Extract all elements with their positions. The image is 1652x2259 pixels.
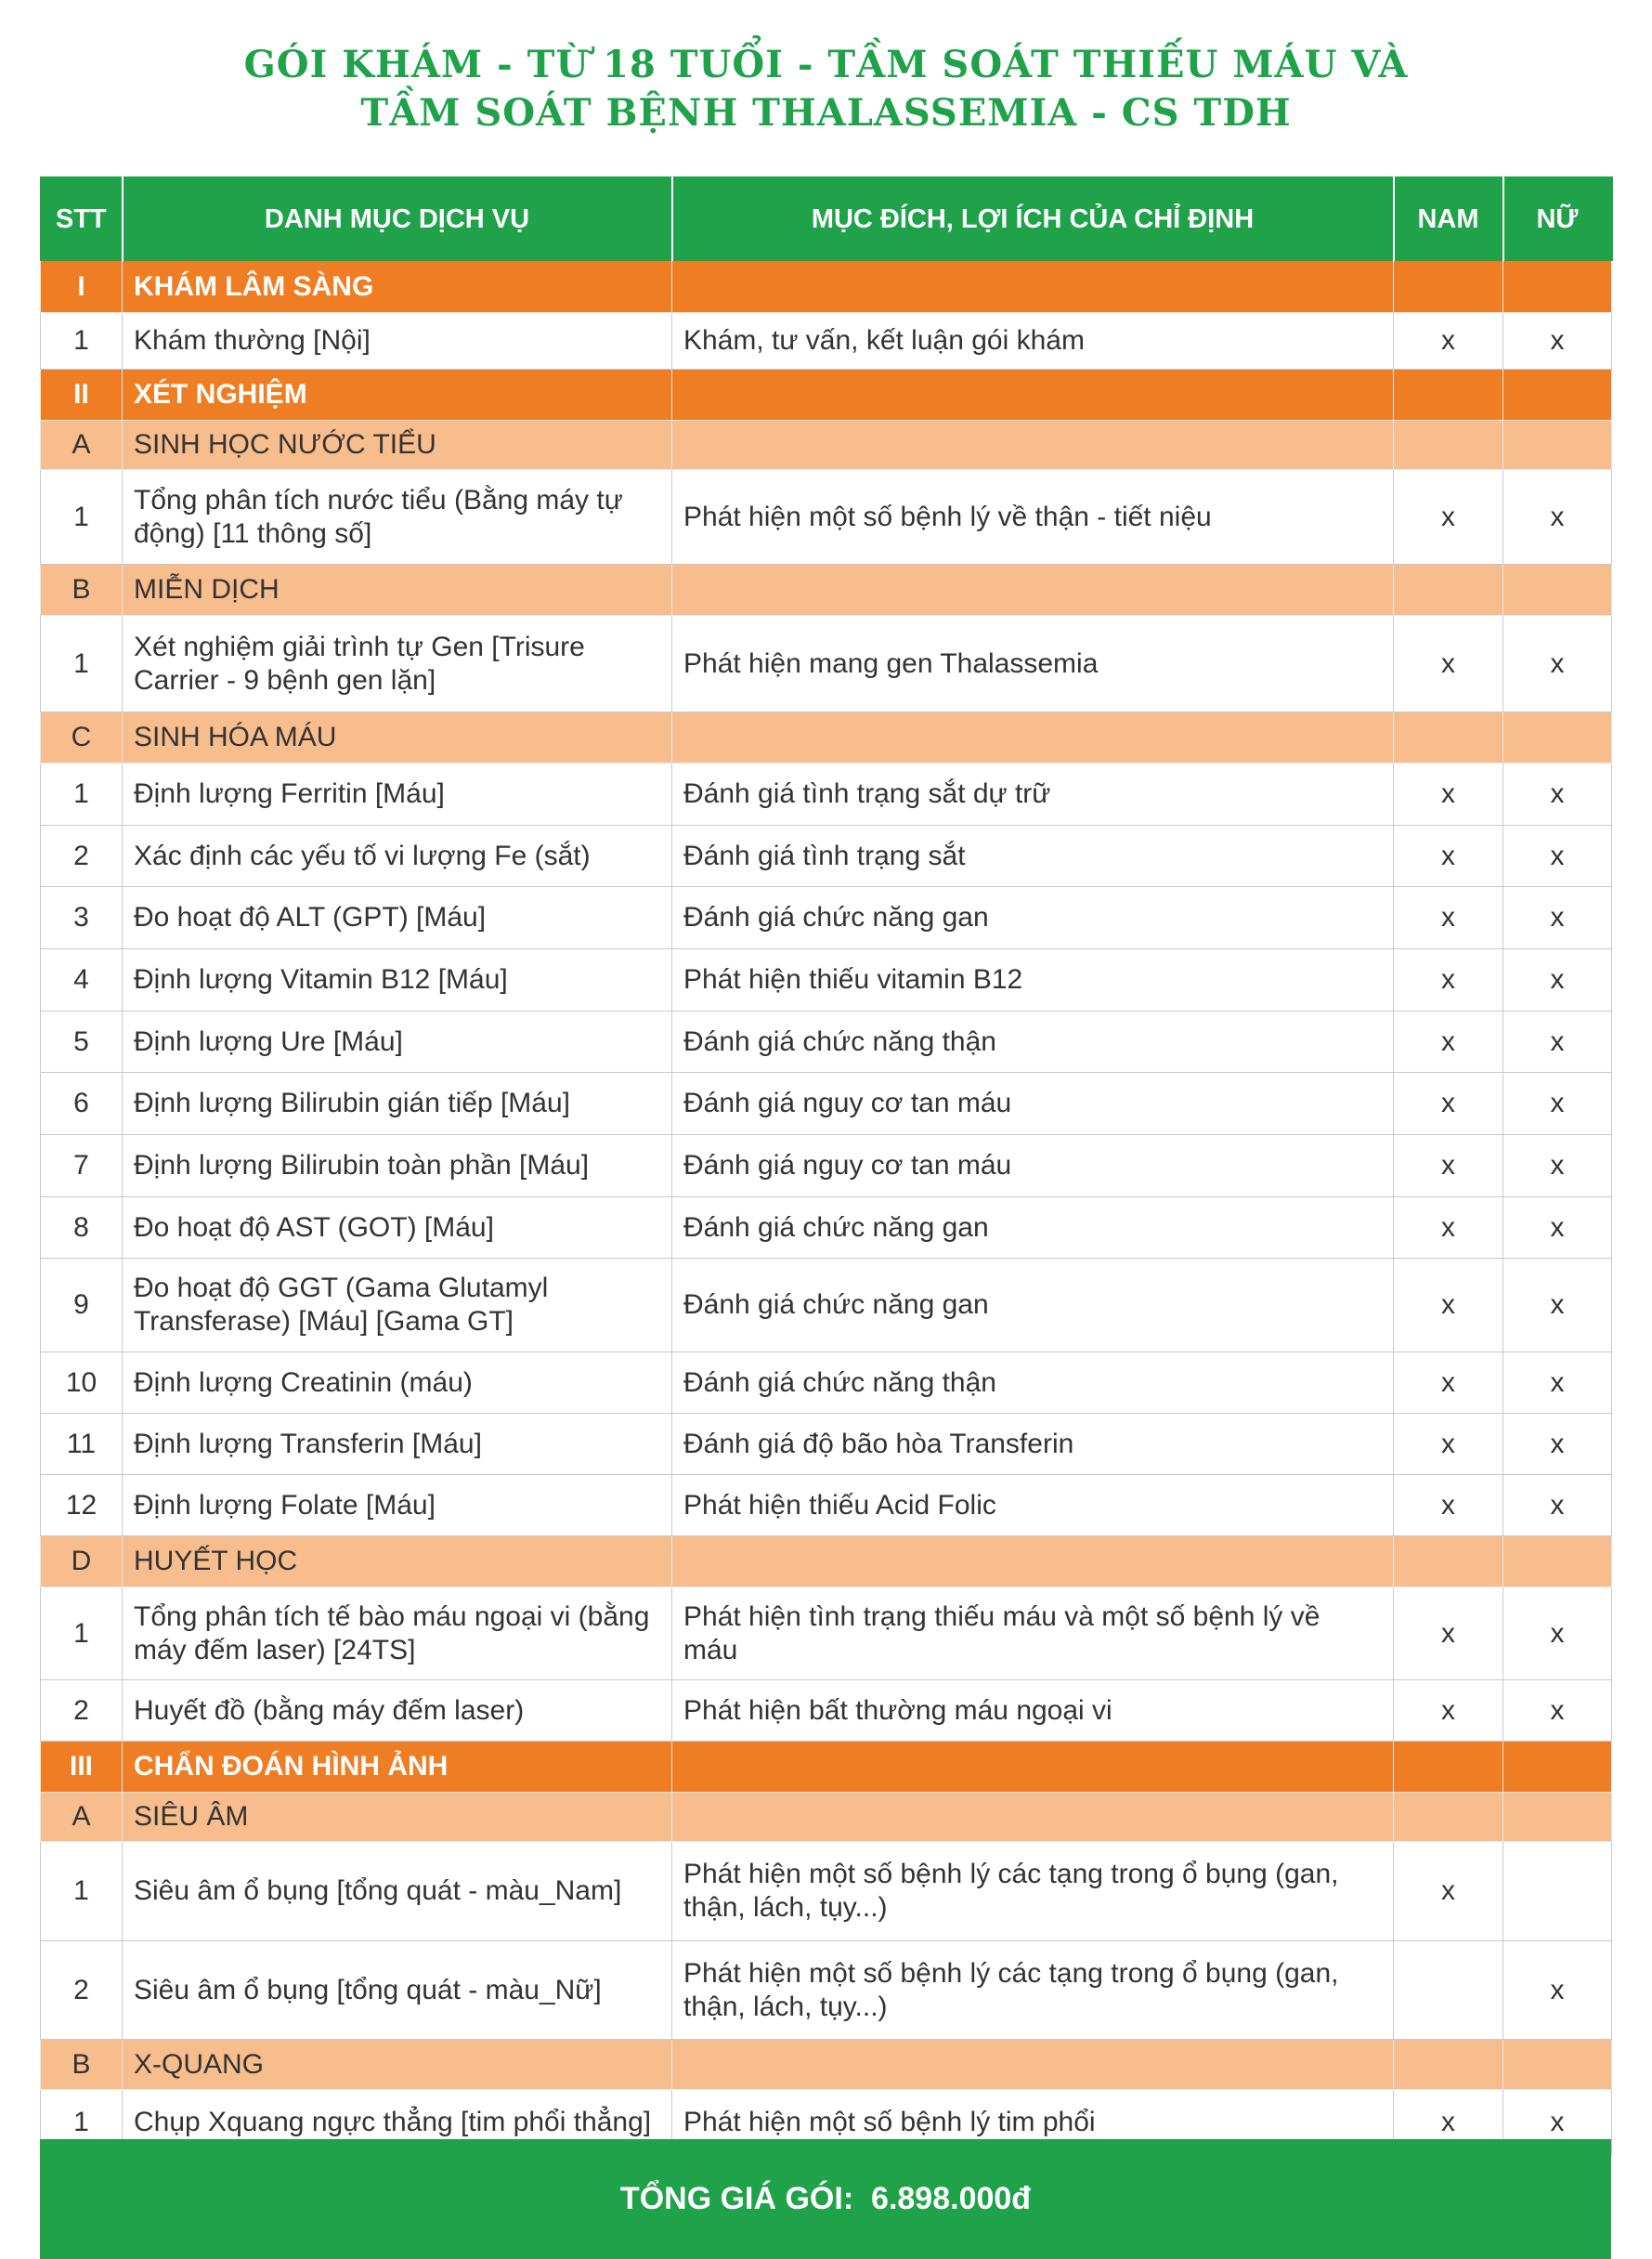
service-purpose: Đánh giá chức năng gan	[672, 887, 1394, 949]
col-header-female: NỮ	[1503, 177, 1612, 261]
subsection-row	[41, 712, 1612, 764]
table-row	[41, 949, 1612, 1012]
row-number: 6	[41, 1073, 123, 1135]
service-name: Đo hoạt độ GGT (Gama Glutamyl Transferase) [Máu] [Gama GT]	[123, 1259, 672, 1352]
subsection-row	[41, 2040, 1612, 2090]
subsection-title: MIỄN DỊCH	[123, 565, 672, 616]
female-mark: x	[1503, 1352, 1612, 1414]
table-row	[41, 1352, 1612, 1414]
section-row	[41, 1742, 1612, 1793]
subsection-letter: B	[41, 2040, 123, 2090]
row-number: 2	[41, 826, 123, 887]
service-name: Tổng phân tích nước tiểu (Bằng máy tự động) [11 thông số]	[123, 470, 672, 565]
subsection-letter: B	[41, 565, 123, 616]
female-mark: x	[1503, 826, 1612, 887]
male-mark: x	[1394, 1587, 1503, 1680]
table-row	[41, 1259, 1612, 1352]
subsection-letter: D	[41, 1536, 123, 1587]
female-mark: x	[1503, 1012, 1612, 1073]
service-purpose: Phát hiện bất thường máu ngoại vi	[672, 1680, 1394, 1742]
service-purpose: Phát hiện một số bệnh lý tim phổi	[672, 2090, 1394, 2155]
service-purpose: Đánh giá tình trạng sắt dự trữ	[672, 764, 1394, 826]
service-purpose: Đánh giá tình trạng sắt	[672, 826, 1394, 887]
total-price-bar	[40, 2139, 1611, 2259]
male-mark: x	[1394, 1352, 1503, 1414]
service-purpose: Phát hiện tình trạng thiếu máu và một số bệnh lý về máu	[672, 1587, 1394, 1680]
service-name: Định lượng Folate [Máu]	[123, 1475, 672, 1536]
subsection-row	[41, 421, 1612, 470]
service-purpose: Phát hiện mang gen Thalassemia	[672, 616, 1394, 712]
female-mark: x	[1503, 1259, 1612, 1352]
female-mark: x	[1503, 1680, 1612, 1742]
section-title: CHẨN ĐOÁN HÌNH ẢNH	[123, 1742, 672, 1793]
table-row	[41, 1073, 1612, 1135]
table-row	[41, 1475, 1612, 1536]
row-number: 4	[41, 949, 123, 1012]
title-line-1: GÓI KHÁM - TỪ 18 TUỔI - TẦM SOÁT THIẾU MÁU VÀ	[243, 43, 1409, 86]
title-line-2: TẦM SOÁT BỆNH THALASSEMIA - CS TDH	[360, 91, 1292, 135]
female-mark: x	[1503, 1073, 1612, 1135]
row-number: 1	[41, 616, 123, 712]
female-mark: x	[1503, 313, 1612, 370]
col-header-male: NAM	[1394, 177, 1503, 261]
subsection-title: HUYẾT HỌC	[123, 1536, 672, 1587]
service-name: Đo hoạt độ ALT (GPT) [Máu]	[123, 887, 672, 949]
female-mark: x	[1503, 2090, 1612, 2155]
service-purpose: Đánh giá chức năng gan	[672, 1197, 1394, 1259]
service-purpose: Phát hiện một số bệnh lý các tạng trong ổ bụng (gan, thận, lách, tụy...)	[672, 1842, 1394, 1941]
row-number: 2	[41, 1680, 123, 1742]
row-number: 9	[41, 1259, 123, 1352]
table-row	[41, 470, 1612, 565]
row-number: 1	[41, 1587, 123, 1680]
female-mark: x	[1503, 1941, 1612, 2040]
female-mark: x	[1503, 887, 1612, 949]
service-purpose: Đánh giá chức năng thận	[672, 1352, 1394, 1414]
service-name: Huyết đồ (bằng máy đếm laser)	[123, 1680, 672, 1742]
male-mark: x	[1394, 1842, 1503, 1941]
female-mark: x	[1503, 1475, 1612, 1536]
female-mark: x	[1503, 1414, 1612, 1475]
subsection-letter: C	[41, 712, 123, 764]
total-price-label: TỔNG GIÁ GÓI:	[619, 2181, 854, 2216]
male-mark: x	[1394, 1475, 1503, 1536]
table-row	[41, 313, 1612, 370]
service-name: Đo hoạt độ AST (GOT) [Máu]	[123, 1197, 672, 1259]
service-name: Định lượng Creatinin (máu)	[123, 1352, 672, 1414]
female-mark: x	[1503, 1587, 1612, 1680]
female-mark: x	[1503, 1135, 1612, 1197]
total-price-value: 6.898.000đ	[871, 2181, 1032, 2216]
male-mark: x	[1394, 1135, 1503, 1197]
female-mark: x	[1503, 470, 1612, 565]
table-row	[41, 764, 1612, 826]
subsection-row	[41, 565, 1612, 616]
service-purpose: Đánh giá độ bão hòa Transferin	[672, 1414, 1394, 1475]
male-mark: x	[1394, 826, 1503, 887]
subsection-letter: A	[41, 1793, 123, 1842]
male-mark	[1394, 1941, 1503, 2040]
male-mark: x	[1394, 1414, 1503, 1475]
row-number: 1	[41, 1842, 123, 1941]
male-mark: x	[1394, 1073, 1503, 1135]
service-name: Định lượng Ferritin [Máu]	[123, 764, 672, 826]
service-purpose: Khám, tư vấn, kết luận gói khám	[672, 313, 1394, 370]
service-name: Siêu âm ổ bụng [tổng quát - màu_Nữ]	[123, 1941, 672, 2040]
service-name: Chụp Xquang ngực thẳng [tim phổi thẳng]	[123, 2090, 672, 2155]
subsection-title: SINH HÓA MÁU	[123, 712, 672, 764]
female-mark	[1503, 1842, 1612, 1941]
service-name: Định lượng Bilirubin gián tiếp [Máu]	[123, 1073, 672, 1135]
section-title: XÉT NGHIỆM	[123, 370, 672, 421]
male-mark: x	[1394, 1259, 1503, 1352]
row-number: 1	[41, 2090, 123, 2155]
service-purpose: Phát hiện một số bệnh lý về thận - tiết niệu	[672, 470, 1394, 565]
section-number: I	[41, 261, 123, 313]
table-row	[41, 1197, 1612, 1259]
male-mark: x	[1394, 1012, 1503, 1073]
row-number: 12	[41, 1475, 123, 1536]
table-row	[41, 1414, 1612, 1475]
male-mark: x	[1394, 1680, 1503, 1742]
table-row	[41, 616, 1612, 712]
male-mark: x	[1394, 887, 1503, 949]
service-name: Khám thường [Nội]	[123, 313, 672, 370]
row-number: 11	[41, 1414, 123, 1475]
subsection-title: SIÊU ÂM	[123, 1793, 672, 1842]
table-row	[41, 1012, 1612, 1073]
col-header-service: DANH MỤC DỊCH VỤ	[123, 177, 672, 261]
female-mark: x	[1503, 949, 1612, 1012]
service-purpose: Phát hiện thiếu vitamin B12	[672, 949, 1394, 1012]
section-row	[41, 261, 1612, 313]
row-number: 1	[41, 313, 123, 370]
service-name: Định lượng Transferin [Máu]	[123, 1414, 672, 1475]
subsection-row	[41, 1793, 1612, 1842]
female-mark: x	[1503, 764, 1612, 826]
table-header-row	[41, 177, 1612, 261]
male-mark: x	[1394, 313, 1503, 370]
col-header-stt: STT	[41, 177, 123, 261]
male-mark: x	[1394, 2090, 1503, 2155]
row-number: 3	[41, 887, 123, 949]
subsection-title: X-QUANG	[123, 2040, 672, 2090]
table-row	[41, 1587, 1612, 1680]
service-name: Định lượng Ure [Máu]	[123, 1012, 672, 1073]
service-table	[40, 176, 1613, 2155]
row-number: 2	[41, 1941, 123, 2040]
page-title	[0, 41, 1652, 137]
row-number: 10	[41, 1352, 123, 1414]
table-row	[41, 1680, 1612, 1742]
service-purpose: Đánh giá chức năng gan	[672, 1259, 1394, 1352]
service-name: Tổng phân tích tế bào máu ngoại vi (bằng máy đếm laser) [24TS]	[123, 1587, 672, 1680]
subsection-letter: A	[41, 421, 123, 470]
service-purpose: Đánh giá nguy cơ tan máu	[672, 1073, 1394, 1135]
service-purpose: Phát hiện thiếu Acid Folic	[672, 1475, 1394, 1536]
subsection-row	[41, 1536, 1612, 1587]
row-number: 5	[41, 1012, 123, 1073]
service-name: Định lượng Vitamin B12 [Máu]	[123, 949, 672, 1012]
row-number: 1	[41, 764, 123, 826]
section-number: II	[41, 370, 123, 421]
subsection-title: SINH HỌC NƯỚC TIỂU	[123, 421, 672, 470]
service-purpose: Đánh giá chức năng thận	[672, 1012, 1394, 1073]
section-row	[41, 370, 1612, 421]
male-mark: x	[1394, 949, 1503, 1012]
service-name: Định lượng Bilirubin toàn phần [Máu]	[123, 1135, 672, 1197]
table-row	[41, 887, 1612, 949]
section-title: KHÁM LÂM SÀNG	[123, 261, 672, 313]
male-mark: x	[1394, 764, 1503, 826]
row-number: 8	[41, 1197, 123, 1259]
service-name: Xét nghiệm giải trình tự Gen [Trisure Carrier - 9 bệnh gen lặn]	[123, 616, 672, 712]
table-row	[41, 1842, 1612, 1941]
male-mark: x	[1394, 616, 1503, 712]
service-purpose: Phát hiện một số bệnh lý các tạng trong ổ bụng (gan, thận, lách, tụy...)	[672, 1941, 1394, 2040]
service-name: Xác định các yếu tố vi lượng Fe (sắt)	[123, 826, 672, 887]
service-purpose: Đánh giá nguy cơ tan máu	[672, 1135, 1394, 1197]
female-mark: x	[1503, 616, 1612, 712]
row-number: 1	[41, 470, 123, 565]
male-mark: x	[1394, 470, 1503, 565]
table-row	[41, 1941, 1612, 2040]
col-header-purpose: MỤC ĐÍCH, LỢI ÍCH CỦA CHỈ ĐỊNH	[672, 177, 1394, 261]
service-name: Siêu âm ổ bụng [tổng quát - màu_Nam]	[123, 1842, 672, 1941]
female-mark: x	[1503, 1197, 1612, 1259]
male-mark: x	[1394, 1197, 1503, 1259]
section-number: III	[41, 1742, 123, 1793]
table-row	[41, 826, 1612, 887]
row-number: 7	[41, 1135, 123, 1197]
table-row	[41, 1135, 1612, 1197]
